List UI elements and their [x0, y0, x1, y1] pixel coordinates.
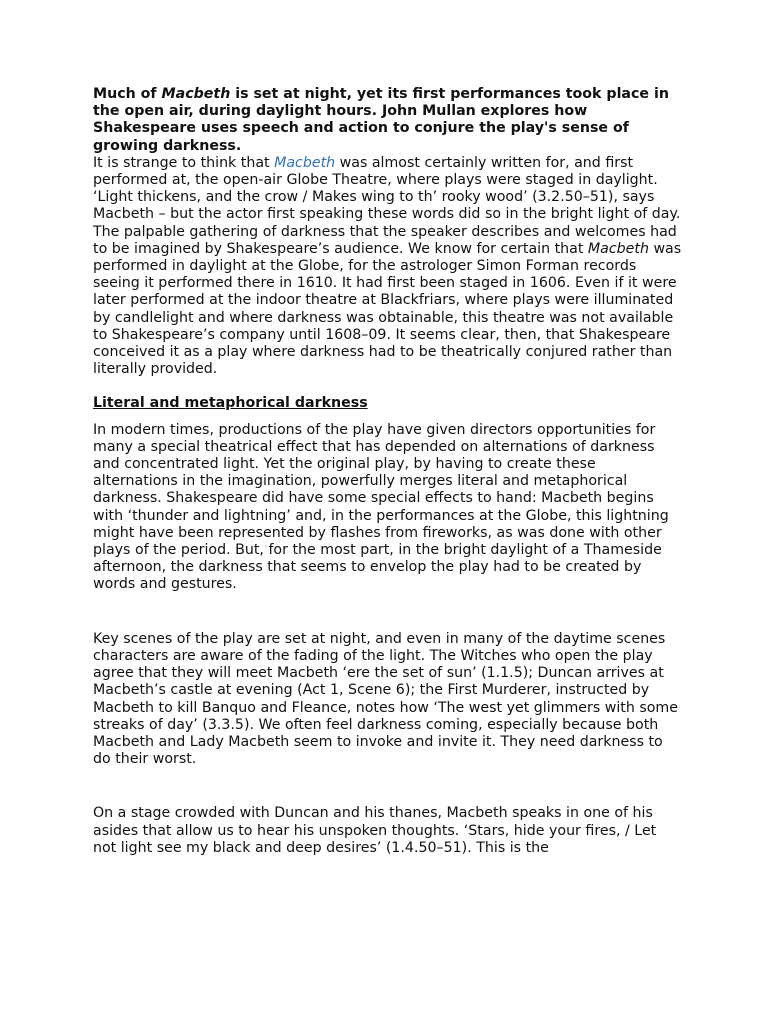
intro-text-3: was performed in daylight at the Globe, for the astrologer Simon Forman records seeing it performed there in 1610. It had first been staged in 1606. Even if it were later performed at the indoor theatre at Blackfriars, where plays were illuminated by candlelight and where darkness was obtainable, this theatre was not available to Shakespeare’s company until 1608–09. It seems clear, then, that Shakespeare conceived it as a play where darkness had to be theatrically conjured rather than literally provided. — [93, 240, 682, 378]
intro-text-2: was almost certainly written for, and first performed at, the open-air Globe Theatre, where plays were staged in daylight. ‘Light thickens, and the crow / Makes wing to th’ rooky wood’ (3.2.50–51), says Macbeth – but the actor first speaking these words did so in the bright light of day. The palpable gathering of darkness that the speaker describes and welcomes had to be imagined by Shakespeare’s audience. We know for certain that — [93, 154, 681, 257]
body-paragraph-2: Key scenes of the play are set at night, and even in many of the daytime scenes characters are aware of the fading of the light. The Witches who open the play agree that they will meet Macbeth ‘ere the set of sun’ (1.1.5); Duncan arrives at Macbeth’s castle at evening (Act 1, Scene 6); the First Murderer, instructed by Macbeth to kill Banquo and Fleance, notes how ‘The west yet glimmers with some streaks of day’ (3.3.5). We often feel darkness coming, especially because both Macbeth and Lady Macbeth seem to invoke and invite it. They need darkness to do their worst. — [93, 630, 678, 768]
section-heading: Literal and metaphorical darkness — [93, 395, 368, 412]
intro-text-1: It is strange to think that — [93, 154, 275, 171]
standfirst-text-2: is set at night, yet its first performances took place in the open air, during daylight hours. John Mullan explores how Shakespeare uses speech and action to conjure the play's sense of growing darkness. — [93, 86, 669, 154]
body-paragraph-3: On a stage crowded with Duncan and his thanes, Macbeth speaks in one of his asides that allow us to hear his unspoken thoughts. ‘Stars, hide your fires, / Let not light see my black and deep desires’ (1.4.50–51). This is the — [93, 805, 657, 856]
standfirst-title-italic: Macbeth — [161, 86, 231, 102]
intro-paragraph — [93, 155, 683, 379]
intro-italic-title: Macbeth — [587, 240, 649, 257]
macbeth-link[interactable]: Macbeth — [274, 154, 336, 171]
body-paragraph-1: In modern times, productions of the play have given directors opportunities for many a special theatrical effect that has depended on alternations of darkness and concentrated light. Yet the original play, by having to create these alternations in the imagination, powerfully merges literal and metaphorical darkness. Shakespeare did have some special effects to hand: Macbeth begins with ‘thunder and lightning’ and, in the performances at the Globe, this lightning might have been represented by flashes from fireworks, as was done with other plays of the period. But, for the most part, in the bright daylight of a Thameside afternoon, the darkness that seems to envelop the play had to be created by words and gestures. — [93, 421, 669, 593]
standfirst-text-1: Much of — [93, 86, 162, 102]
document-page — [93, 86, 683, 857]
standfirst — [93, 86, 683, 155]
